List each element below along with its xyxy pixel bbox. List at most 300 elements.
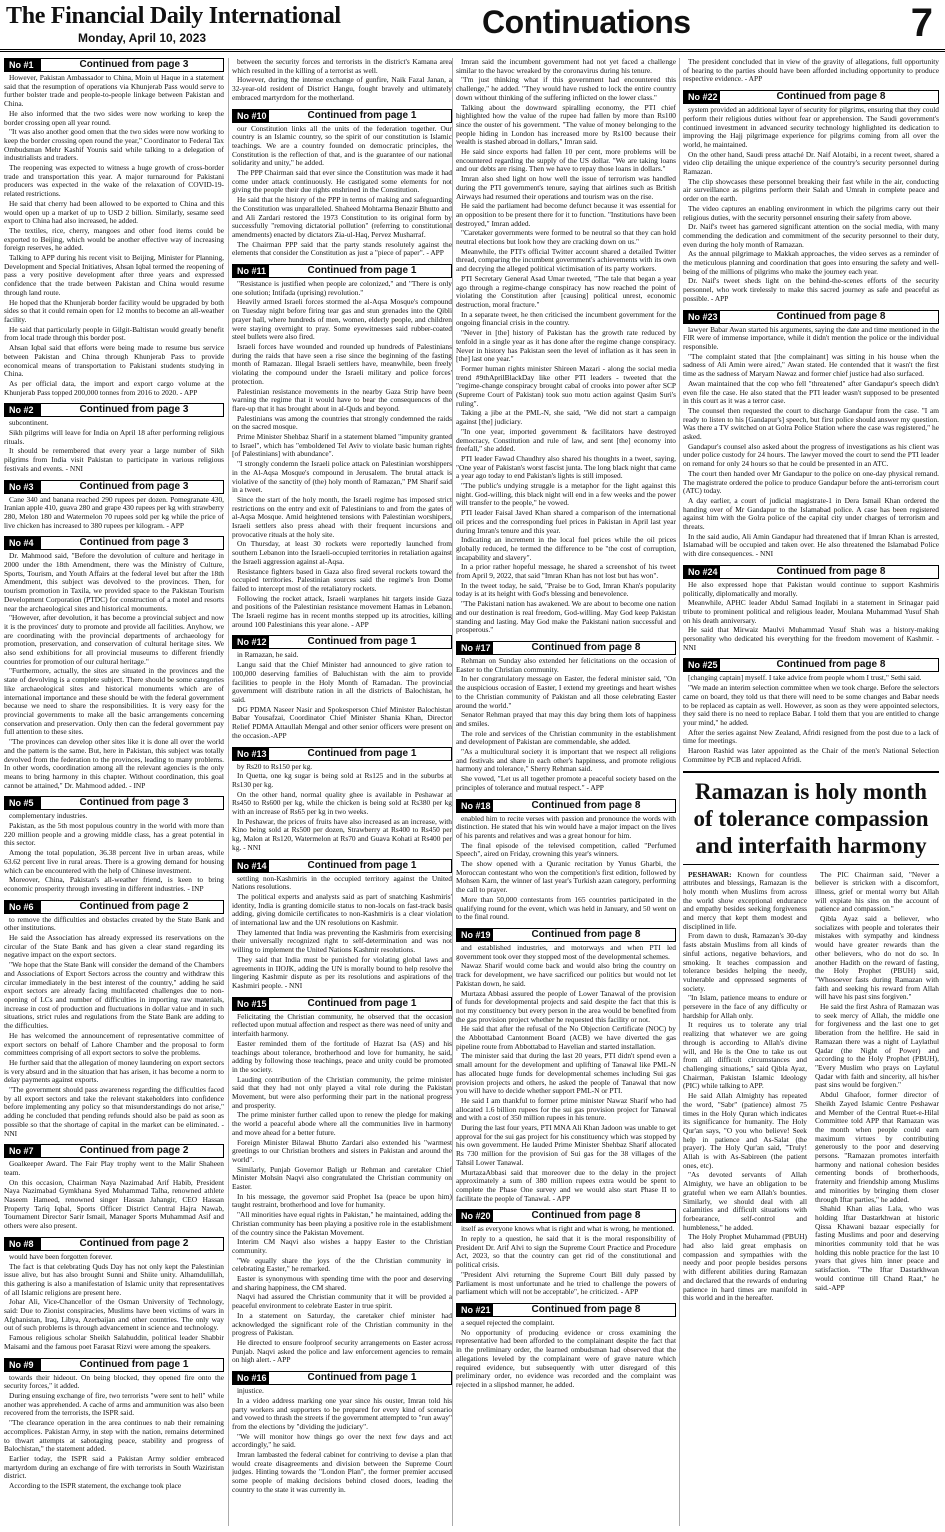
- paragraph: DG PDMA Naseer Nasir and Spokesperson Chief Minister Balochistan Babar Yousafzai, Coordinator Chief Minister Shania Khan, Director Relief PDMA Attaullah Mengal and other senior officers were present on the occasion.-APP: [232, 704, 452, 740]
- continuation-block: [232, 109, 452, 259]
- paragraph: Moreover, China, Pakistan's all-weather friend, is keen to bring economic prosperity through investing in different industries. - INP: [4, 875, 224, 893]
- block-body: [683, 58, 939, 84]
- feature-paragraph: From dawn to dusk, Ramazan's 30-day fasts abstain Muslims from all kinds of sinful actions, negative behaviors, and smoking. It teaches compassion and tolerance besides helping the needy, vulnerable and oppressed segments of society.: [683, 931, 807, 993]
- block-body: [683, 674, 939, 764]
- paragraph: However, Pakistan Ambassador to China, Moin ul Haque in a statement said that the resumption of operations via Khunjerab Pass would serve to further bolster trade and people-to-people linkage between Pakistan and China.: [4, 73, 224, 109]
- paragraph: Heavily armed Israeli forces stormed the al-Aqsa Mosque's compound on Tuesday night before firing tear gas and stun grenades into the Qibli prayer hall, where hundreds of men, women, elderly people, and children were staying overnight to pray. Some eyewitnesses said rubber-coated steel bullets were also fired.: [232, 297, 452, 342]
- paragraph: The political experts and analysts said as part of snatching Kashmiris' identity, India is granting domicile status to non-locals on fast-track basis adding, giving domicile certificates to non-Kashmiris is a clear violation of international law and the UN resolutions on Kashmir.: [232, 891, 452, 928]
- story-number-tag: No #17: [457, 642, 493, 654]
- column-divider: [228, 58, 229, 1526]
- paragraph: The president concluded that in view of the gravity of allegations, full opportunity of hearing to the parties should have been afforded including opportunity to produce respective evidence. - APP: [683, 58, 939, 84]
- continuation-block: [456, 1303, 676, 1390]
- block-body: [683, 106, 939, 303]
- continued-from-label: Continued from page 8: [776, 310, 886, 322]
- continued-from-label: Continued from page 1: [307, 859, 417, 871]
- continued-from-label: Continued from page 3: [79, 797, 189, 809]
- continued-from-label: Continued from page 8: [531, 1304, 641, 1315]
- continued-from-label: Continued from page 8: [531, 928, 641, 940]
- paragraph: Dr. Mahmood said, "Before the devolution of culture and heritage in 2000 under the 18th Amendment, there was the Ministry of Culture, Sports, Tourism, and Youth Affairs at the federal level but after the 18th Amendment, this subject was devolved to the provinces. Then, for tourism promotion in Taxila, we provided space to the Pakistan Tourism Development Corporation (PTDC) for construction of a motel and resorts near the archaeological sites and historical monuments.: [4, 551, 224, 613]
- story-number-tag: No #13: [233, 748, 269, 760]
- paragraph: Resistance fighters based in Gaza also fired several rockets toward the occupied territories. Palestinian sources said the regime's Iron Dome failed to intercept most of the retaliatory rockets.: [232, 566, 452, 593]
- paragraph: The PPP Chairman said that ever since the Constitution was made it had come under attack continuously. He castigated some elements for not giving the people their due rights enshrined in the Constitution.: [232, 168, 452, 195]
- paragraph: Murtaza Abbasi assured the people of Lower Tanawal of the provision of funds for developmental projects and said despite the fact that this is not my constituency but every person in the area would be benefited from the gas provision project whether he requested this facility or not.: [456, 988, 676, 1024]
- paragraph: As per official data, the import and export cargo volume at the Khunjerab Pass topped 200,000 tonnes from 2016 to 2020. - APP: [4, 378, 224, 397]
- paragraph: Lauding contribution of the Christian community, the prime minister said that they had not only played a vital role during the Pakistan Movement, but were also performing their part in the national progress and prosperity.: [232, 1074, 452, 1110]
- continuation-block: [232, 635, 452, 740]
- continuation-block: [232, 58, 452, 103]
- paragraph: a sequel rejected the complaint.: [461, 1318, 555, 1327]
- block-body: [4, 496, 224, 531]
- feature-paragraph: The PIC Chairman said, "Never a believer is stricken with a discomfort, illness, grief or mental worry but Allah will expiate his sins on the account of patience and compassion.": [815, 869, 939, 914]
- feature-paragraph: "In Islam, patience means to endure or persevere in the face of any difficulty or hardship for Allah only.: [683, 993, 807, 1020]
- issue-date: Monday, April 10, 2023: [78, 31, 207, 45]
- continuation-block: [4, 900, 224, 1139]
- story-number-tag: No #19: [457, 929, 493, 941]
- paragraph: On the other hand, Saudi press attaché Dr. Naif Alotaibi, in a recent tweet, shared a video clip detailing the unique experience of the country's security personnel during Ramazan.: [683, 149, 939, 177]
- paragraph: The counsel then requested the court to discharge Gandapur from the case. "I am ready to listen to his [Gandapur's] speech, but first police should answer my question. Was there a TV switched on at Golra Police Station where the case was registered," he asked.: [683, 405, 939, 442]
- continued-from-label: Continued from page 8: [531, 1210, 641, 1222]
- paragraph: The reopening was expected to witness a huge growth of cross-border trade and transportation this year. A major turnaround for Pakistani producers was expected in the wake of the relaxation of COVID-19-related restrictions.: [4, 163, 224, 199]
- story-number-tag: No #9: [5, 1359, 41, 1371]
- continued-from-label: Continued from page 1: [307, 997, 417, 1009]
- story-number-tag: No #10: [233, 110, 269, 122]
- continuation-block: [232, 997, 452, 1365]
- paragraph: The role and services of the Christian community in the establishment and development of Pakistan are commendable, she added.: [456, 728, 676, 747]
- block-header: [4, 480, 224, 494]
- story-number-tag: No #5: [5, 797, 41, 809]
- paragraph: On Thursday, at least 30 rockets were reportedly launched from southern Lebanon into the Israeli-occupied territories in retaliation against the Israeli aggression against al-Aqsa.: [232, 539, 452, 566]
- block-header: [456, 641, 676, 655]
- column-divider: [679, 58, 680, 1526]
- paragraph: Sikh pilgrims will leave for India on April 18 after performing religious rituals.: [4, 428, 224, 446]
- paragraph: "The clearance operation in the area continues to nab their remaining accomplices. Pakistan Army, in step with the nation, remains determined to thwart attempts at sabotaging peace, stability and progress of Balochistan," the statement added.: [4, 1418, 224, 1454]
- continuation-block: [683, 90, 939, 303]
- paragraph: "It was also another good omen that the two sides were now working to keep the border crossing open round the year," Coordinator to Federal Tax Ombudsman Mehr Kashif Younis said while talking to a delegation of industrialists and traders.: [4, 127, 224, 163]
- block-header: [4, 536, 224, 550]
- paragraph: [changing captain] myself. I take advice from people whom I trust," Sethi said.: [688, 673, 922, 683]
- story-number-tag: No #20: [457, 1210, 493, 1222]
- paragraph: "The Pakistani nation has awakened. We are about to become one nation and our destination is real freedom, God-willing. May God keep Pakistan standing and lasting. May God make the Pakistani nation successful and prosperous.": [456, 599, 676, 635]
- column-2: [232, 58, 452, 1526]
- story-number-tag: No #18: [457, 800, 493, 812]
- paragraph: Meanwhile, the PTI's official Twitter account shared a detailed Twitter thread, comparing the incumbent government's achievements with its own and decrying the alleged political victimisation of its party workers.: [456, 246, 676, 274]
- masthead: [0, 0, 945, 52]
- paragraph: "In one year, imported government & facilitators have destroyed democracy, Constitution and rule of law, and sent [the] economy into freefall," she added.: [456, 426, 676, 454]
- block-body: [456, 1225, 676, 1297]
- paragraph: "The provinces can develop other sites like it is done all over the world and the pattern is the same. But, here in Pakistan, this subject was totally devolved from the federation to the provinces, leading to many problems. In other words, coordination among all the relevant agencies is the only means to bring harmony in this chapter. Without coordination, this goal cannot be attained," Dr. Mahmood added. - INP: [4, 737, 224, 790]
- paragraph: "The complaint stated that [the complainant] was sitting in his house when the sadness of Ali Amin were aired," Awan stated. He contended that it wasn't the first time as the sadness of Maryam Nawaz and former chief justice had also surfaced.: [683, 351, 939, 379]
- paragraph: "I'm just thinking what if this government had encountered this challenge," he added. "They would have rushed to lock the entire country down without thinking of the suffering inflicted on the lower class.": [456, 75, 676, 102]
- paragraph: The fact is that celebrating Quds Day has not only kept the Palestinian issue alive, but has also brought Sunni and Shiite unity. Alhamdulillah, this gathering is also a manifestation of Islamic unity that representatives of all Islamic religions are present here.: [4, 1261, 224, 1297]
- story-number-tag: No #11: [233, 265, 269, 277]
- continuation-block: [232, 264, 452, 629]
- paragraph: PTI leader Faisal Javed Khan shared a comparison of the international oil prices and the corresponding fuel prices in Pakistan in April last year during Imran's tenure and this year.: [456, 508, 676, 535]
- paragraph: After the series against New Zealand, Afridi resigned from the post due to a lack of time for meetings.: [683, 727, 939, 746]
- paragraph: He said I am thankful to former prime minister Nawaz Sharif who had allocated 1.6 billion rupees for the sui gas provision project for Tanawal and with a cost of 350 million rupees in his tenure.: [456, 1095, 676, 1123]
- paragraph: "We will monitor how things go over the next few days and act accordingly," he said.: [232, 1431, 452, 1450]
- continued-from-label: Continued from page 3: [79, 404, 189, 416]
- feature-paragraph: He said Allah Almighty has repeated the word, "Sabr" (patience) almost 75 times in the Holy Quran which indicates its significance for humanity. The Holy Qur'an says, "O you who believe! Seek help in patience and As-Salat (the prayer). The Holy Qur'an said, "Truly! Allah is with As-Sabireen (the patient ones, etc).: [683, 1091, 807, 1170]
- paragraph: More than 50,000 contestants from 165 countries participated in the qualifying round for the event, which was held in January, and 50 went on to the final round.: [456, 894, 676, 922]
- block-header: [232, 997, 452, 1011]
- paragraph: Imran said the incumbent government had not yet faced a challenge similar to the havoc wreaked by the coronavirus during his tenure.: [456, 58, 676, 75]
- paragraph: Pakistan, as the 5th most populous country in the world with more than 220 million people and a growing middle class, has a great potential in this sector.: [4, 821, 224, 848]
- block-body: [456, 58, 676, 635]
- block-header: [4, 796, 224, 810]
- continuation-block: [456, 799, 676, 922]
- block-header: [4, 1358, 224, 1372]
- story-number-tag: No #12: [233, 636, 269, 648]
- paragraph: In Peshawar, the prices of fruits have also increased as an increase, with Kino being sold at Rs500 per dozen, Strawberry at Rs400 to Rs450 per kg, Malon at Rs120, Watermelon at Rs70 and Guava Kohati at Rs400 per kg. - NNI: [232, 816, 452, 852]
- paragraph: "Never in [the] history of Pakistan has the growth rate reduced by tenfold in a single year as it has done after the regime change conspiracy. Never in history has Pakistan seen the level of inflation as it has seen in [the] last one year.": [456, 328, 676, 364]
- paragraph: Taking a jibe at the PML-N, she said, "We did not start a campaign against [the] judiciary.: [456, 408, 676, 427]
- paragraph: He said that after the refusal of the No Objection Certificate (NOC) by the Abbottabad Cantonment Board (ACB) we have diverted the gas pipeline route from Abbottabad to Havelian and started installation.: [456, 1024, 676, 1051]
- continuation-block: [456, 58, 676, 635]
- continuation-block: [683, 565, 939, 653]
- paragraph: Following the rocket attack, Israeli warplanes hit targets inside Gaza and positions of the Palestinian resistance movement Hamas in Lebanon. The Israeli regime has in recent months stepped up its atrocities, killing around 100 Palestinians this year alone. - APP: [232, 593, 452, 629]
- paragraph: "I strongly condemn the Israeli police attack on Palestinian worshippers in the Al-Aqsa Mosque's compound in Jerusalem. The brutal attack is violative of the sanctity of (the) holy month of Ramazan," PM Sharif said in a tweet.: [232, 459, 452, 495]
- continued-from-label: Continued from page 8: [531, 799, 641, 811]
- paragraph: "Caretaker governments were formed to be neutral so that they can hold neutral elections but look how they are cracking down on us.": [456, 228, 676, 247]
- paragraph: He said the parliament had become defunct because it was essential for an opposition to be present there for it to function. "Institutions have been destroyed," Imran added.: [456, 201, 676, 228]
- continued-from-label: Continued from page 3: [79, 537, 189, 549]
- column-divider: [452, 58, 453, 1526]
- continued-from-label: Continued from page 1: [307, 636, 417, 648]
- continuation-block: [456, 928, 676, 1203]
- paragraph: He hoped that the Khunjerab border facility would be upgraded by both sides so that it could remain open for 12 months to become an all-weather facility.: [4, 297, 224, 324]
- feature-paragraph: The Holy Prophet Muhammad (PBUH) had also laid great emphasis on compassion and sympathies with the needy and poor people besides persons with different abilities during Ramazan and declared that the rewards of enduring patience in hard times are manifold in this world and in the hereafter.: [683, 1232, 807, 1303]
- paragraph: Cane 340 and banana reached 290 rupees per dozen. Pomegranate 430, Iranian apple 410, guava 280 and grape 430 rupees per kg with strawberry 280, Melon 180 and Watermelon 70 rupees sold per kg while the price of live chicken has increased to 380 rupees per kilogram. - APP: [4, 494, 224, 530]
- paragraph: Gandapur's counsel also asked about the progress of investigations as his client was under police custody for 24 hours. The lawyer moved the court to send the PTI leader on remand for only 24 hours so that he could be presented in an ATC.: [683, 441, 939, 469]
- page-number: 7: [910, 1, 933, 45]
- paragraph: He directed to ensure foolproof security arrangements on Easter across Punjab. Naqvi asked the police and law enforcement agencies to remain on high alert. - APP: [232, 1338, 452, 1365]
- paragraph-text: Known for countless attributes and blessings, Ramazan is the holy month when Muslims from across the world show exceptional endurance and empathy besides seeking forgiveness and mercy that kept them modest and disciplined in life.: [683, 869, 807, 931]
- paragraph: Haroon Rashid was later appointed as the Chair of the men's National Selection Committee by PCB and replaced Afridi.: [683, 746, 939, 764]
- continuation-block: [4, 403, 224, 473]
- block-header: [456, 928, 676, 942]
- block-header: [232, 747, 452, 761]
- paragraph: He said that Mirwaiz Maulvi Muhammad Yusuf Shah was a history-making personality who dedicated his everything for the freedom movement of Kashmir. - NNI: [683, 625, 939, 652]
- continuation-block: [683, 658, 939, 764]
- paragraph: He said the Association has already expressed its reservations on the circular of the State Bank and has given a clear stand regarding its negative impact on the export sectors.: [4, 933, 224, 960]
- paragraph: Naqvi had assured the Christian community that it will be provided a peaceful environment to celebrate Easter in true spirit.: [232, 1292, 452, 1311]
- paragraph: The Chairman PPP said that the party stands resolutely against the elements that consider the Constitution as just a "piece of paper". - APP: [232, 239, 452, 258]
- block-body: [232, 875, 452, 991]
- feature-paragraph: Shahid Khan alias Lala, who was holding Iftar Dastarkhwan at historic Qissa Khawani bazaar especially for fasting Muslims and poor and deserving minorities community told that he was holding this noble practice for the last 10 years that gives him inner peace and satisfaction. "The Iftar Dastarkhwan would continue till Chand Raat," he said.-APP: [815, 1204, 939, 1292]
- continuation-block: [683, 58, 939, 84]
- story-number-tag: No #7: [5, 1145, 41, 1157]
- story-number-tag: No #24: [684, 566, 720, 578]
- block-body: [456, 815, 676, 922]
- block-header: [232, 264, 452, 278]
- story-number-tag: No #8: [5, 1238, 41, 1250]
- dateline: PESHAWAR:: [688, 869, 732, 879]
- paragraph: Prime Minister Shehbaz Sharif in a statement blamed "impunity granted to Israel", which has "emboldened Tel Aviv to violate basic human rights [of Palestinians] with abundance".: [232, 432, 452, 459]
- paragraph: No opportunity of producing evidence or cross examining the representative had been afforded to the complainant despite the fact that in the preliminary order, the learned ombudsman had observed that the allegations leveled by the complainant were of grave nature which required evidence, but subsequently with utter disregard of this preliminary order, no evidence was recorded and the complaint was rejected in a slipshod manner, he added.: [456, 1327, 676, 1389]
- block-body: [232, 1013, 452, 1365]
- column-3: [456, 58, 676, 1526]
- continuation-block: [4, 536, 224, 790]
- paragraph: Former human rights minister Shireen Mazari - along the social media trend #9thAprilBlackDay like other PTI leaders - tweeted that the "regime-change conspiracy brought cabal of crooks into power after SCP (Supreme Court of Pakistan) took suo motu action against Qasim Suri's ruling".: [456, 363, 676, 408]
- paragraph: Among the total population, 36.38 percent live in urban areas, while 63.62 percent live in rural areas. There is a growing demand for housing which can be encountered with the help of Chinese investment.: [4, 848, 224, 875]
- continued-from-label: Continued from page 3: [79, 59, 189, 70]
- block-header: [4, 58, 224, 72]
- continuation-block: [4, 480, 224, 531]
- story-number-tag: No #2: [5, 404, 41, 416]
- story-number-tag: No #4: [5, 537, 41, 549]
- paragraph: They lamented that India was preventing the Kashmiris from exercising their universally recognized right to self-determination and was not willing to implement the United Nations Kashmir resolutions.: [232, 927, 452, 955]
- paragraph: Since the start of the holy month, the Israeli regime has imposed strict restrictions on the entry and exit of Palestinians to and from the gates of al-Aqsa Mosque. Amid heightened tensions with Palestinian worshipers, Israeli settlers also press ahead with their frequent incursions and provocative rituals at the holy site.: [232, 494, 452, 539]
- paragraph: Palestinian resistance movements in the nearby Gaza Strip have been warning the regime that it would have to bear the consequences of the flare-up that it has brought about in al-Quds and beyond.: [232, 386, 452, 413]
- paragraph: Senator Rehman prayed that may this day bring them lots of happiness and smiles.: [456, 710, 676, 728]
- paragraph: Famous religious scholar Sheikh Salahuddin, political leader Shabbir Maisami and the famous poet Farasat Rizvi were among the speakers.: [4, 1333, 224, 1351]
- paragraph: In a prior rather hopeful message, he shared a screenshot of his tweet from April 9, 2022, that said "Imran Khan has not lost but has won".: [456, 562, 676, 581]
- paragraph: The clip showcases these personnel breaking their fast while in the air, conducting air surveillance as pilgrims perform their Salah and Umrah in complete peace and order on the earth.: [683, 176, 939, 204]
- paragraph: system provided an additional layer of security for pilgrims, ensuring that they could perform their religious duties without fear or apprehension. The Saudi government's continued investment in advanced security technology highlighted its dedication to improving the Hajj pilgrimage experience for pilgrims coming from all over the world, he maintained.: [683, 105, 939, 149]
- block-body: [232, 125, 452, 259]
- continuation-block: [232, 1371, 452, 1494]
- paragraph: Johar Ali, Vice-Chancellor of the Osman University of Technology, said: Due to Zionist conspiracies, Muslims have been victims of wars in Afghanistan, Iraq, Libya, Azerbaijan and other countries. The only way out of such problems is through advancement in science and technology.: [4, 1297, 224, 1333]
- continuation-block: [4, 1144, 224, 1231]
- feature-body: [683, 871, 939, 1303]
- paragraph: During the last four years, PTI MNA Ali Khan Jadoon was unable to get approval for the sui gas project for his constituency which was stopped by his own government. He lauded Prime Minister Shehbaz Sharif allocated Rs 730 million for the provision of Sui gas for the 38 villages of the Tahsil Lower Tanawal.: [456, 1123, 676, 1167]
- column-4-blocks: [683, 58, 939, 765]
- paragraph: He said that the history of the PPP in terms of making and safeguarding the Constitution was unparalleled. Shaheed Mohtarma Benazir Bhutto and and Ali Zardari restored the 1973 Constitution to its original form by successfully "removing dictatorial pollution" (referring to constitutional amendments) enacted by dictators Zia-ul-Haq, Pervez Musharraf.: [232, 195, 452, 239]
- block-body: [456, 1319, 676, 1390]
- paragraph: He said since exports had fallen 10 per cent, more problems will be encountered regarding the supply of the US dollar. "We are taking loans and our debts are rising. Then we have to repay those loans in dollars.": [456, 147, 676, 174]
- paragraph: The minister said that during the last 20 years, PTI didn't spend even a small amount for the development and uplifting of Tanawal like PML-N has allocated huge funds for developmental schemes including Sui gas provision projects and others, he asked the people of Tanawal that now you will have to decide whether support PML-N or PTI.: [456, 1051, 676, 1096]
- paragraph: The final episode of the televised competition, called "Perfumed Speech", aired on Friday, crowning this year's winners.: [456, 840, 676, 859]
- block-body: [4, 1374, 224, 1491]
- paragraph: injustice.: [237, 1386, 264, 1396]
- paragraph: The court then handed over Mr Gandapur to the police on one-day physical remand. The magistrate ordered the police to produce Gandapur before the anti-terrorism court (ATC) today.: [683, 468, 939, 496]
- continuation-block: [4, 796, 224, 893]
- block-body: [4, 1253, 224, 1352]
- block-header: [683, 658, 939, 672]
- paragraph: "However, after devolution, it has become a provincial subject and now it is the provinces' duty to promote and provide all facilities. Anyhow, we are coordinating with the provincial departments of archaeology for promotion, preservation, and conservation of cultural heritage sites. We also send exhibitions for all provincial museums to different friendly countries for promotion of our cultural heritage.": [4, 613, 224, 666]
- story-number-tag: No #23: [684, 311, 720, 323]
- paragraph: A day earlier, a court of judicial magistrate-1 in Dera Ismail Khan ordered the handing over of Mr Gandapur to the Islamabad police. A case has been registered against him with the Golra police of the capital city under charges of terrorism and threats.: [683, 495, 939, 532]
- paragraph: PTI Secretary General Asad Umar tweeted, "The tale that began a year ago through a regime-change conspiracy has now reached the point of violating the Constitution after [causing] political unrest, economic destruction, moral fracture.": [456, 273, 676, 309]
- paragraph: The textiles, rice, cherry, mangoes and other food items could be exported to Beijing, which would be another effective way of increasing foreign reserves, he added.: [4, 225, 224, 253]
- continuation-block: [232, 747, 452, 853]
- paragraph: "We hope that the State Bank will consider the demand of the Chambers and Associations of Export Sectors across the country and withdraw this circular immediately in the best interest of the country," adding he said export sectors are already facing multifaceted challenges due to non-opening of LCs and number of difficulties in importing raw materials, increase in cost of production and fluctuations in dollar value and in such situations, strict rules and regulations from the State Bank are adding to the difficulties.: [4, 960, 224, 1031]
- story-number-tag: No #16: [233, 1372, 269, 1384]
- paragraph: He said that particularly people in Gilgit-Baltistan would greatly benefit from local trade through this border post.: [4, 324, 224, 343]
- paragraph: In a separate tweet, he then criticised the incumbent government for the ongoing financial crisis in the country.: [456, 309, 676, 328]
- block-header: [456, 799, 676, 813]
- paragraph: by Rs20 to Rs150 per kg.: [237, 761, 313, 771]
- paragraph: He also informed that the two sides were now working to keep the border crossing open all year round.: [4, 108, 224, 127]
- column-4: [683, 58, 939, 1526]
- block-body: [4, 812, 224, 893]
- paragraph: Easter reminded them of the fortitude of Hazrat Isa (AS) and his teachings about tolerance, brotherhood and love for humanity, he said, adding by following those teachings, peace and unity could be promoted in the society.: [232, 1038, 452, 1074]
- paragraph: Dr. Naif's tweet sheds light on the behind-the-scenes efforts of the security personnel, who work tirelessly to make this sacred journey as safe and peaceful as possible. - APP: [683, 276, 939, 303]
- block-body: [456, 944, 676, 1203]
- paragraph: between the security forces and terrorists in the district's Kamana area which resulted in the killing of a terrorist as well.: [232, 58, 452, 75]
- continued-from-label: Continued from page 1: [307, 1372, 417, 1384]
- story-number-tag: No #25: [684, 659, 720, 671]
- continued-from-label: Continued from page 8: [776, 91, 886, 103]
- paragraph: Imran lambasted the federal cabinet for contriving to devise a plan that would create disagreements and division between the Supreme Court judges. Hinting towards the "London Plan", the former premier accused some people of making decisions behind closed doors, leading the country to the state it was currently in.: [232, 1450, 452, 1494]
- paragraph: and established industries, and motorways and when PTI led government took over they stopped most of the developmental schemes.: [456, 942, 676, 961]
- feature-paragraph: "As devoted servants of Allah Almighty, we have an obligation to be grateful when we earn Allah's bounties. Similarly, we should deal with all calamities and difficult situations with forbearance, self-control and humbleness," he added.: [683, 1170, 807, 1232]
- column-1: [4, 58, 224, 1526]
- block-header: [232, 635, 452, 649]
- continued-from-label: Continued from page 8: [531, 642, 641, 653]
- newspaper-name: The Financial Daily International: [6, 3, 341, 29]
- block-body: [683, 326, 939, 559]
- continuation-block: [456, 641, 676, 793]
- paragraph: He has welcomed the announcement of representative committee of export sectors on behalf of Lahore Chamber and the proposal to form committees comprising of all export sectors to solve the problems.: [4, 1030, 224, 1058]
- paragraph: Palestinians was among the countries that strongly condemned the raids on the sacred mosque.: [232, 413, 452, 432]
- paragraph: complementary industries.: [9, 811, 88, 821]
- block-header: [4, 900, 224, 914]
- story-number-tag: No #14: [233, 860, 269, 872]
- paragraph: "We made an interim selection committee when we took charge. Before the selectors came on board, they told us that there will need to be some changes and Babar needs to be replaced as captain as well. However, as soon as they were appointed selectors, they said there is no need to replace Babar. I told them that you are entitled to change your mind," he added.: [683, 683, 939, 727]
- paragraph: During ensuing exchange of fire, two terrorists "were sent to hell" while another was apprehended. A cache of arms and ammunition was also been recovered from the terrorists, the ISPR said.: [4, 1391, 224, 1418]
- paragraph: On this occasion, Chairman Naya Nazimabad Arif Habib, President Naya Nazimabad Gymkhana Syed Muhammad Talha, renowned athlete Naseem Hameed, renowned singer Hassan Jahangir, CEO Hassan Property Tariq Iqbal, Sports Officer District Central Hajra Nawab, Tournament Director Sarir Ismail, Manager Sports Muhammad Asif and others were also present.: [4, 1177, 224, 1231]
- block-header: [4, 1144, 224, 1158]
- continued-from-label: Continued from page 8: [776, 565, 886, 577]
- feature-headline: Ramazan is holy month of tolerance compassion and interfaith harmony: [683, 771, 939, 865]
- paragraph: It should be remembered that every year a large number of Sikh pilgrims from India visit Pakistan to participate in various religious festivals and events. - NNI: [4, 446, 224, 473]
- continued-from-label: Continued from page 3: [79, 480, 189, 492]
- paragraph: "We equally share the joys of the the Christian community in celebrating Easter," he remarked.: [232, 1255, 452, 1274]
- paragraph: He said that cherry had been allowed to be exported to China and this would open up a market of up to USD 2 billion. Similarly, sesame seed export to China had also increased, he added.: [4, 198, 224, 226]
- continued-from-label: Continued from page 1: [79, 1358, 189, 1370]
- paragraph: Indicating an increment in the local fuel prices while the oil prices globally reduced, he termed the difference to be "the cost of corruption, incapability and slavery".: [456, 535, 676, 562]
- paragraph: Israeli forces have wounded and rounded up hundreds of Palestinians during the raids that have seen a rise since the beginning of the fasting month of Ramazan. Illegal Israeli settlers have, meanwhile, been freely violating the compound under the Israeli military and police forces' protection.: [232, 341, 452, 386]
- paragraph: Interim CM Naqvi also wishes a happy Easter to the Christian community.: [232, 1237, 452, 1255]
- feature-paragraph: He said the first Ashra of Ramazan was to seek mercy of Allah, the middle one for forgiveness and the last one to get liberation from the hellfire. He said in Ramazan there was a night of Laylathul Qadar (the Night of Power) and according to the Holy Prophet (PBUH), "Every Muslim who prays on Laylatul Qadar with faith and sincerity, all his/her past sins would be forgiven.": [815, 1002, 939, 1090]
- paragraph: "President Alvi returning the Supreme Court Bill duly passed by Parliament is most unfortunate and he tried to challenge the powers of parliament which will not be acceptable", he criticized. - APP: [456, 1269, 676, 1297]
- paragraph: Foreign Minister Bilawal Bhutto Zardari also extended his "warmest greetings to our Christian brothers and sisters in Pakistan and around the world".: [232, 1137, 452, 1164]
- block-body: [4, 74, 224, 397]
- block-header: [4, 403, 224, 417]
- block-body: [232, 651, 452, 740]
- continued-from-label: Continued from page 2: [79, 1237, 189, 1249]
- paragraph: Easter is synonymous with spending time with the poor and deserving and sharing happiness, the CM shared.: [232, 1274, 452, 1292]
- paragraph: Meanwhile, APHC leader Abdul Samad Inqilabi in a statement in Srinagar paid tribute to prominent political and religious leader, Moulana Muhammad Yusuf Shah on his death anniversary.: [683, 598, 939, 625]
- block-body: [4, 552, 224, 790]
- paragraph: "Furthermore, actually, the sites are situated in the provinces and the state of devolving is a complete subject. There should be some categories like archaeological sites and historical monuments which are of international importance and these should be with the federal government because we need to share the responsibilities. It is very easy for the provincial governments to make all the basic arrangements concerning conservation and preservation. Only then can the federal government pay full attention to these sites.: [4, 666, 224, 737]
- paragraph: Imran also shed light on how well the issue of terrorism was handled during the PTI government's tenure, saying that airlines such as British Airways had resumed their operations and tourism was on the rise.: [456, 174, 676, 201]
- paragraph: They said that India must be punished for violating global laws and agreements in IIOJK, adding the UN is morally bound to help resolve the lingering Kashmir dispute as per its resolutions and aspirations of the Kashmiri people. - NNI: [232, 954, 452, 990]
- paragraph: According to the ISPR statement, the exchange took place: [9, 1481, 182, 1491]
- paragraph: Earlier today, the ISPR said a Pakistan Army soldier embraced martyrdom during an exchange of fire with terrorists in South Waziristan district.: [4, 1453, 224, 1481]
- paragraph: Similarly, Punjab Governor Baligh ur Rehman and caretaker Chief Minister Mohsin Naqvi also congratulated the Christian community on Easter.: [232, 1164, 452, 1192]
- paragraph: Dr. Naif's tweet has garnered significant attention on the social media, with many commending the dedication and commitment of the security personnel to their duty, even during the holy month of Ramazan.: [683, 222, 939, 249]
- paragraph: Rehman on Sunday also extended her felicitations on the occasion of Easter to the Christian community.: [456, 656, 676, 674]
- block-body: [456, 657, 676, 793]
- story-number-tag: No #6: [5, 901, 41, 913]
- block-body: [4, 916, 224, 1139]
- paragraph: PTI leader Fawad Chaudhry also shared his thoughts in a tweet, saying, "One year of Pakistan's worst fascist junta. The long black night that came a year ago today to end Pakistan's lights is still imposed.: [456, 453, 676, 481]
- continuation-block: [683, 310, 939, 559]
- feature-paragraph: [683, 871, 807, 932]
- paragraph: Felicitating the Christian community, he observed that the occasion reflected upon mutual affection and respect as there was need of unity and interfaith harmony.: [232, 1011, 452, 1039]
- continued-from-label: Continued from page 2: [79, 900, 189, 912]
- paragraph: Talking about the downward spiralling economy, the PTI chief highlighted how the value of the rupee had fallen by more than Rs100 since the ouster of his government. "The value of money belonging to the people hiding in London has increased more by Rs100 because their wealth is stashed abroad in dollars," Imran said.: [456, 102, 676, 147]
- block-header: [456, 1303, 676, 1317]
- continuation-block: [456, 1209, 676, 1297]
- paragraph: our Constitution links all the units of the federation together. Our country is an Islamic country, so the spirit of our constitution is Islamic teachings. We are a country founded on democratic principles, the Constitution is the reflection of that, and is the guarantee of our national solidarity and unity," he added.: [232, 123, 452, 168]
- paragraph: The video captures an enabling environment in which the pilgrims carry out their religious duties, with the security personnel ensuring their safety from above.: [683, 203, 939, 222]
- paragraph: lawyer Babar Awan started his arguments, saying the date and time mentioned in the FIR were of immense importance, while it didn't mention the police or the individual responsible.: [683, 324, 939, 351]
- continued-from-label: Continued from page 2: [79, 1145, 189, 1157]
- story-number-tag: No #3: [5, 481, 41, 493]
- paragraph: enabled him to recite verses with passion and pronounce the words with distinction. He stated that his win would have a major impact on the lives of his parents and relatives and was a great honour for him.: [456, 813, 676, 840]
- paragraph: The prime minister further called upon to renew the pledge for making the world a peaceful abode where all the communities live in harmony and move ahead for a better future.: [232, 1110, 452, 1137]
- paragraph: itself as everyone knows what is right and what is wrong, he mentioned.: [461, 1224, 675, 1234]
- paragraph: He also expressed hope that Pakistan would continue to support Kashmiris politically, diplomatically and morally.: [683, 579, 939, 598]
- feature-paragraph: It requires us to tolerate any trial realizing that whatever we are going through is according to Allah's divine will, and He is the One to take us out from all difficult circumstances and challenging situations," said Qibla Ayaz, Chairman, Pakistan Islamic Ideology (PIC) while talking to APP.: [683, 1020, 807, 1091]
- paragraph: Awan maintained that the cop who fell "threatened" after Gandapur's speech didn't even file the case. He also stated that the PTI leader wasn't supposed to be presented in this court as it was a terror case.: [683, 378, 939, 406]
- continued-from-label: Continued from page 1: [307, 265, 417, 277]
- story-number-tag: No #22: [684, 91, 720, 103]
- story-number-tag: No #21: [457, 1304, 493, 1316]
- paragraph: In her congratulatory message on Easter, the federal minister said, "On the auspicious occasion of Easter, I extend my greetings and heart wishes to the Christian community of Pakistan and all those celebrating Easter around the world.": [456, 674, 676, 710]
- block-body: [4, 419, 224, 473]
- paragraph: towards their hideout. On being blocked, they opened fire onto the security forces," it added.: [4, 1372, 224, 1391]
- continued-from-label: Continued from page 8: [776, 659, 886, 671]
- paragraph: Goalkeeper Award. The Fair Play trophy went to the Malir Shaheen team.: [4, 1159, 224, 1177]
- paragraph: would have been forgotten forever.: [9, 1251, 113, 1261]
- paragraph: She vowed, "Let us all together promote a peaceful society based on the principles of tolerance and mutual respect." - APP: [456, 774, 676, 792]
- paragraph: Langu said that the Chief Minister had announced to give ration to 100,000 deserving families of Baluchistan with the aim to provide facilities to people in the Holy Month of Ramadan. The provincial government will distribute ration in all the districts of Balochistan, he said.: [232, 660, 452, 704]
- block-header: [4, 1237, 224, 1251]
- story-number-tag: No #1: [5, 59, 41, 71]
- block-header: [683, 90, 939, 104]
- feature-article: [683, 771, 939, 1303]
- story-number-tag: No #15: [233, 998, 269, 1010]
- block-body: [232, 58, 452, 103]
- feature-paragraph: Qibla Ayaz said a believer, who socializes with people and tolerates their mistakes with sympathy and kindness would have greater rewards than the other believers, who do not do so. In another Hadith on the reward of fasting, the Holy Prophet (PBUH) said, "Whosoever fasts during Ramazan with faith and seeking his reward from Allah will have his past sins forgiven.": [815, 914, 939, 1002]
- paragraph: In his message, the governor said Prophet Isa (peace be upon him) taught restraint, brotherhood and love for humanity.: [232, 1191, 452, 1210]
- paragraph: In the said audio, Ali Amin Gandapur had threatened that if Imran Khan is arrested, Islamabad will be occupied and taken over. He also threatened the Islamabad Police with dire consequences. - NNI: [683, 531, 939, 559]
- block-body: [232, 280, 452, 629]
- paragraph: The show opened with a Quranic recitation by Yunus Gharbi, the Moroccan contestant who won the competition's first edition, followed by Mohsen Karn, the winner of last year's Turkish azan category, performing the call to prayer.: [456, 859, 676, 895]
- paragraph: "Resistance is justified when people are colonized," and "There is only one solution; Intifada (uprising) revolution.": [232, 279, 452, 297]
- block-header: [232, 859, 452, 873]
- paragraph: "All minorities have equal rights in Pakistan," he maintained, adding the Christian community has been playing a positive role in the establishment of the country since the Pakistan Movement.: [232, 1210, 452, 1237]
- paragraph: in Ramazan, he said.: [237, 650, 299, 660]
- paragraph: Talking to APP during his recent visit to Beijing, Minister for Planning, Development and Special Initiatives, Ahsan Iqbal termed the reopening of pass a very positive development after three years and expressed confidence that the trade between Pakistan and China would resume through land route.: [4, 253, 224, 297]
- block-body: [683, 581, 939, 653]
- paragraph: He further said that the allegation of money laundering on export sectors is very absurd and in the situation that has arisen, it has become a norm to delay payments against exports.: [4, 1057, 224, 1085]
- block-header: [683, 310, 939, 324]
- continuation-block: [232, 859, 452, 991]
- paragraph: subcontinent.: [9, 418, 49, 428]
- block-body: [4, 1160, 224, 1231]
- continuation-block: [4, 58, 224, 397]
- continuation-block: [4, 1358, 224, 1491]
- continuation-block: [4, 1237, 224, 1352]
- paragraph: settling non-Kashmiris in the occupied territory against the United Nations resolutions.: [232, 873, 452, 892]
- paragraph: Ahsan Iqbal said that efforts were being made to resume bus service between Pakistan and China through Khunjerab Pass to provide economical means of transportation to Pakistani students studying in China.: [4, 343, 224, 379]
- paragraph: In reply to a question, he said that it is the moral responsibility of President Dr. Arif Alvi to sign the Supreme Court Practice and Procedure Act, 2023, so that the country can get rid of the constitutional and political crisis.: [456, 1234, 676, 1270]
- paragraph: In a video address marking one year since his ouster, Imran told his party workers and supporters to be prepared for every kind of scenario and vowed to thrash the streets if the government attempted to "run away" from the elections by "dividing the judiciary".: [232, 1395, 452, 1431]
- continued-from-label: Continued from page 1: [307, 109, 417, 121]
- paragraph: "The government should pass awareness regarding the difficulties faced by all export sectors and take the relevant stakeholders into confidence before implementing any policy so that misunderstandings do not arise," adding he concluded that pending refunds should also be paid as soon as possible so that the shortage of capital in the market can be eliminated. - NNI: [4, 1085, 224, 1138]
- paragraph: In the tweet today, he said, "Praise be to God, Imran Khan's popularity today is at its height with God's blessing and benevolence.: [456, 580, 676, 599]
- continued-from-label: Continued from page 1: [307, 747, 417, 759]
- feature-paragraph: Abdul Ghafoor, former director of Sheikh Zayed Islamic Centre Peshawar and Member of the Central Ruet-e-Hilal Committee told APP that Ramazan was the month when people could earn maximum virtues by contributing generously to the poor and deserving persons. "Ramazan promotes interfaith harmony and national cohesion besides cementing bonds of brotherhoods, fraternity and friendship among Muslims and minorities by bringing them closer through Iftar parties," he added.: [815, 1090, 939, 1204]
- section-title: Continuations: [482, 4, 691, 40]
- paragraph: On the other hand, normal quality ghee is available in Peshawar at Rs450 to Rs600 per kg, while the chicken is being sold at Rs380 per kg with an increase of Rs65 per kg in two weeks.: [232, 789, 452, 817]
- paragraph: However, during the intense exchange of gunfire, Naik Fazal Janan, a 32-year-old resident of District Hangu, fought bravely and ultimately embraced martyrdom for the motherland.: [232, 75, 452, 102]
